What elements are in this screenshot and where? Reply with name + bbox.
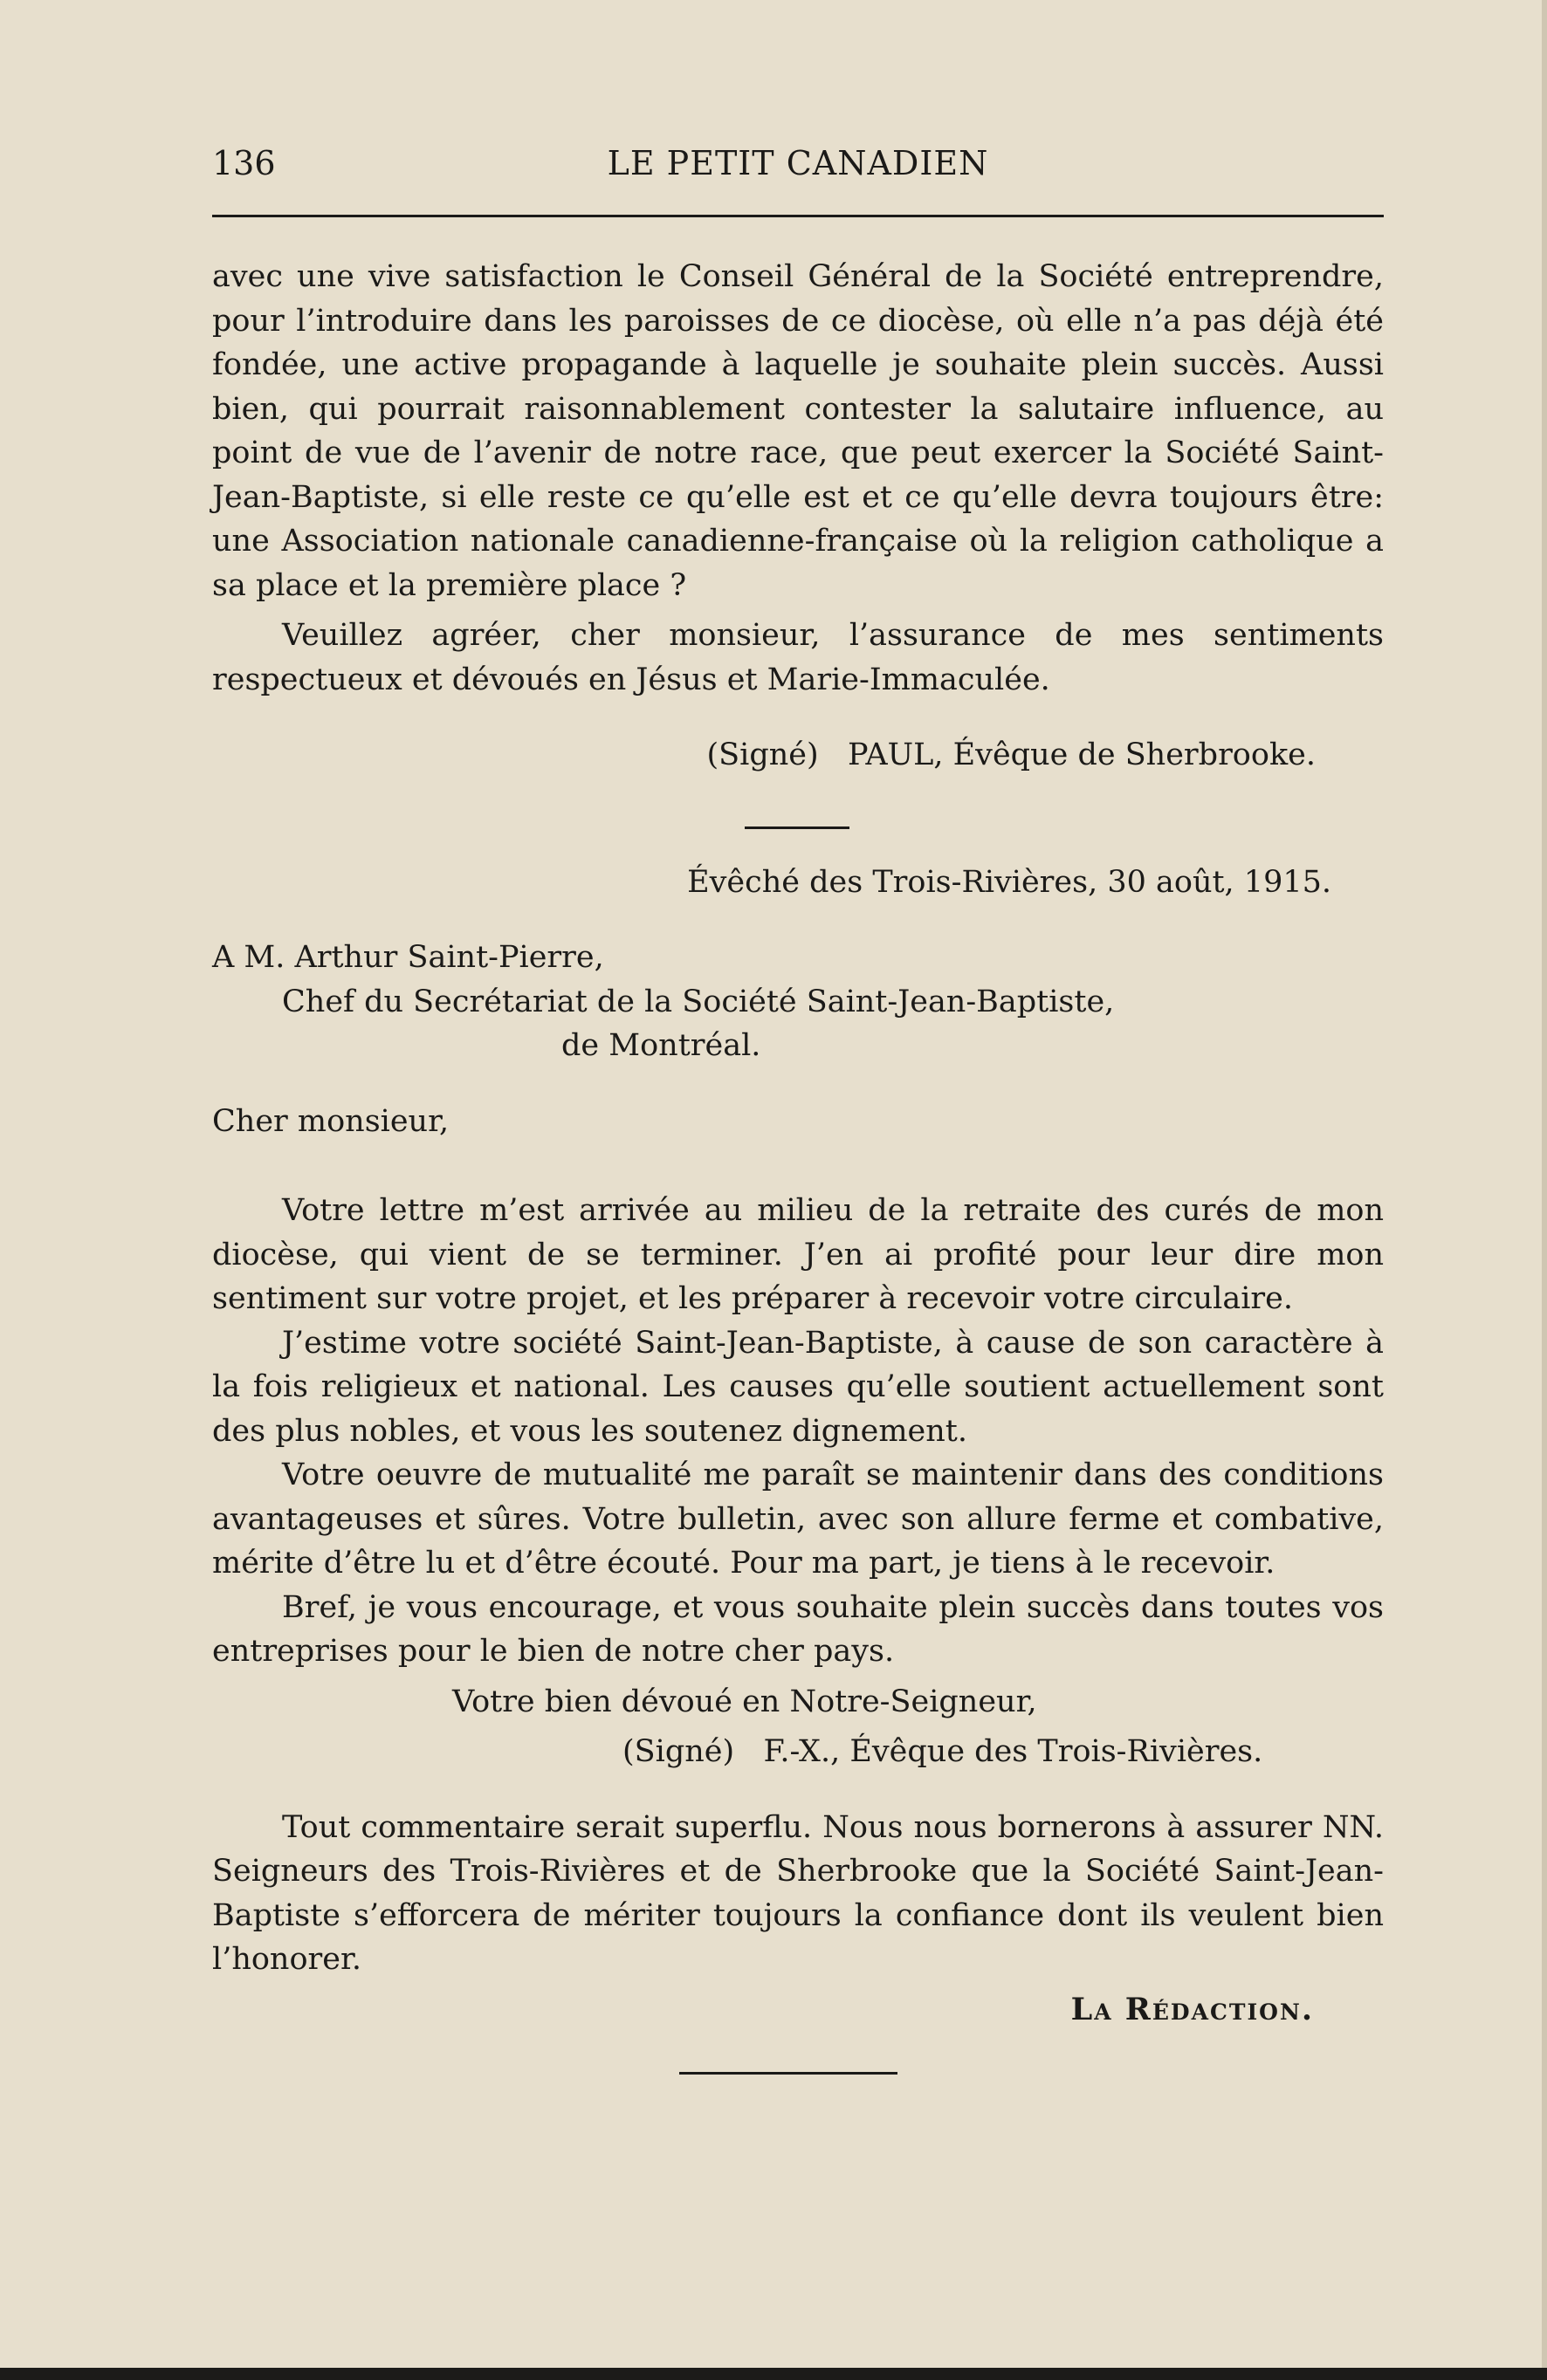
page-bottom-edge (0, 2368, 1547, 2380)
letter2-salutation: Cher monsieur, (212, 1103, 450, 1139)
letter2-paragraph1: Votre lettre m’est arrivée au milieu de la retraite des curés de mon diocèse, qui vient de se terminer. J’en ai profité pour leur dire mon sentiment sur votre projet, et les préparer à recevoir votre circulaire. (212, 1193, 1384, 1316)
letter2-closing: Votre bien dévoué en Notre-Seigneur, (452, 1684, 1037, 1719)
addressee-line-2: Chef du Secrétariat de la Société Saint-Jean-Baptiste, (282, 984, 1115, 1019)
page-edge-shadow (1542, 0, 1547, 2380)
body-text (212, 255, 1384, 2075)
addressee-line-1: A M. Arthur Saint-Pierre, (212, 940, 604, 975)
header-rule (212, 215, 1384, 217)
page-header (212, 144, 1384, 188)
letter2-paragraph3: Votre oeuvre de mutualité me paraît se maintenir dans des conditions avantageuses et sûres. Votre bulletin, avec son allure ferme et combative, mérite d’être lu et d’être écouté. Pour ma part, je tiens à le recevoir. (212, 1457, 1384, 1581)
letter2-paragraph4: Bref, je vous encourage, et vous souhaite plein succès dans toutes vos entreprises pour le bien de notre cher pays. (212, 1589, 1384, 1669)
letter1-signature: (Signé) PAUL, Évêque de Sherbrooke. (706, 737, 1316, 772)
page-number: 136 (212, 144, 276, 182)
commentary-author: La Rédaction. (1070, 1991, 1314, 2027)
letter2-signature: (Signé) F.-X., Évêque des Trois-Rivières. (622, 1734, 1263, 1769)
letter2-dateline: Évêché des Trois-Rivières, 30 août, 1915. (687, 864, 1331, 900)
running-title: LE PETIT CANADIEN (607, 144, 989, 182)
letter2-paragraph2: J’estime votre société Saint-Jean-Baptiste, à cause de son caractère à la fois religieux et national. Les causes qu’elle soutient actuellement sont des plus nobles, et vous les soutenez dignement. (212, 1325, 1384, 1449)
end-rule (679, 2072, 897, 2075)
letter1-paragraph1: avec une vive satisfaction le Conseil Général de la Société entreprendre, pour l’introduire dans les paroisses de ce diocèse, où elle n’a pas déjà été fondée, une active propagande à laquelle je souhaite plein succès. Aussi bien, qui pourrait raisonnablement contester la salutaire influence, au point de vue de l’avenir de notre race, que peut exercer la Société Saint-Jean-Baptiste, si elle reste ce qu’elle est et ce qu’elle devra toujours être: une Association nationale canadienne-française où la religion catholique a sa place et la première place ? (212, 259, 1384, 603)
section-divider (745, 826, 849, 829)
commentary-paragraph: Tout commentaire serait superflu. Nous nous bornerons à assurer NN. Seigneurs des Trois-Rivières et de Sherbrooke que la Société Saint-Jean-Baptiste s’efforcera de mériter toujours la confiance dont ils veulent bien l’honorer. (212, 1809, 1384, 1977)
letter1-paragraph2: Veuillez agréer, cher monsieur, l’assurance de mes sentiments respectueux et dévoués en Jésus et Marie-Immaculée. (212, 618, 1384, 697)
addressee-line-3: de Montréal. (561, 1028, 761, 1063)
